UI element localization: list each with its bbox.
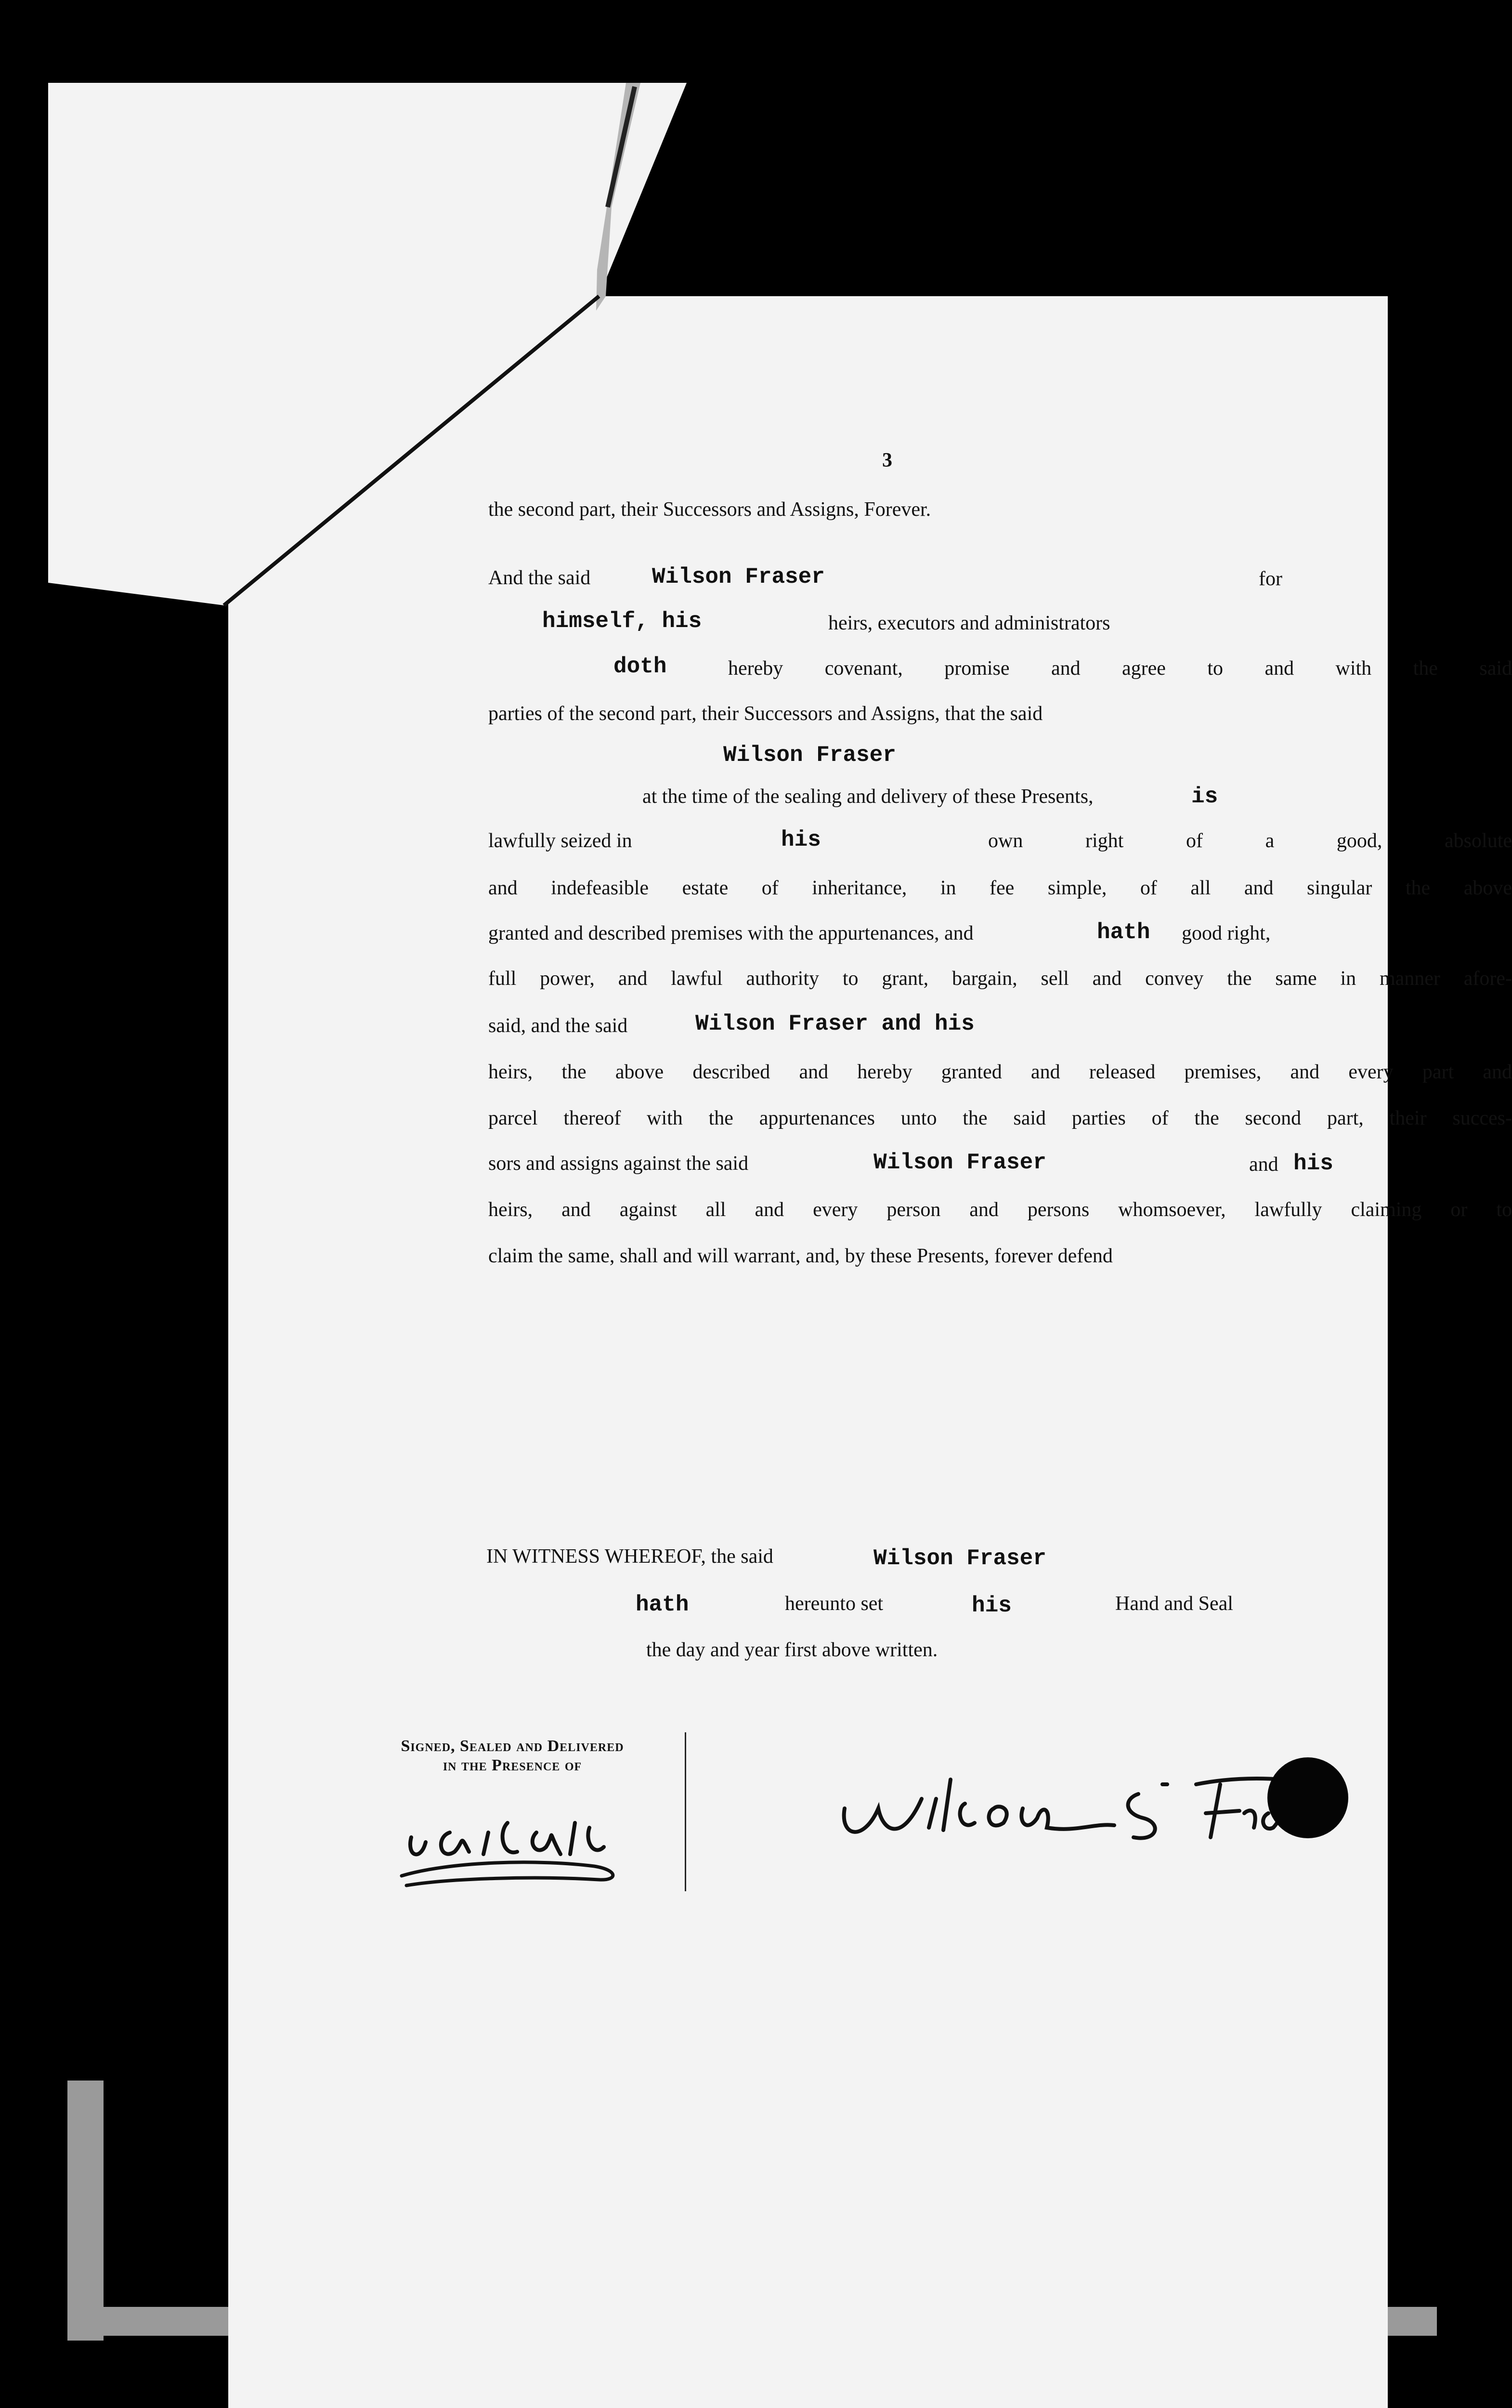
line-2-name: Wilson Fraser [652,564,825,589]
line-6-name: Wilson Fraser [723,743,896,768]
witness-date: the day and year first above written. [646,1639,938,1661]
line-3-name: himself, his [542,609,702,634]
signed-label-line2: in the Presence of [443,1756,582,1774]
signed-label-line1: Signed, Sealed and Delivered [401,1737,624,1755]
line-8-name: his [781,827,821,852]
folded-flap [0,0,722,626]
line-2-lead: And the said [488,567,591,589]
witness-signature [392,1794,662,1900]
line-10-name: hath [1097,920,1150,945]
grantor-signature [825,1751,1345,1861]
line-12-lead: said, and the said [488,1015,628,1037]
line-15-his: his [1293,1151,1333,1176]
witness-lead: IN WITNESS WHEREOF, the said [486,1545,773,1568]
line-15-lead: sors and assigns against the said [488,1152,749,1175]
line-8-lead: lawfully seized in [488,830,632,852]
line-13: heirs, the above described and hereby granted and released premises, and every part and [488,1061,1512,1083]
line-4-name: doth [613,654,667,679]
line-2-tail: for [1259,568,1282,590]
witness-hand-seal: Hand and Seal [1115,1593,1233,1615]
line-11: full power, and lawful authority to grant, bargain, sell and convey the same in manner afore- [488,968,1512,990]
line-5: parties of the second part, their Successors and Assigns, that the said [488,703,1043,725]
witness-name: Wilson Fraser [873,1546,1046,1571]
line-4-tail: hereby covenant, promise and agree to and with the said [728,657,1512,680]
wax-seal [1267,1757,1348,1838]
line-7-lead: at the time of the sealing and delivery of these Presents, [642,785,1094,808]
film-edge-strip-left [67,2081,104,2341]
line-9: and indefeasible estate of inheritance, in fee simple, of all and singular the above [488,877,1512,899]
line-7-name: is [1191,784,1218,809]
line-10-lead: granted and described premises with the appurtenances, and [488,922,974,944]
line-3-tail: heirs, executors and administrators [828,612,1110,634]
line-1: the second part, their Successors and Assigns, Forever. [488,498,931,521]
witness-his: his [972,1593,1012,1618]
line-17: claim the same, shall and will warrant, and, by these Presents, forever defend [488,1245,1113,1267]
witness-hath: hath [636,1592,689,1617]
bracket-divider [681,1732,686,1891]
line-14: parcel thereof with the appurtenances unto the said parties of the second part, their succes- [488,1107,1512,1129]
line-15-and: and [1249,1153,1278,1176]
line-8-tail: own right of a good, absolute [988,830,1512,852]
line-15-name: Wilson Fraser [873,1150,1046,1175]
line-12-name: Wilson Fraser and his [695,1011,975,1036]
witness-set: hereunto set [785,1593,884,1615]
page-number: 3 [882,449,892,471]
line-16: heirs, and against all and every person and persons whomsoever, lawfully claiming or to [488,1199,1512,1221]
line-10-tail: good right, [1182,922,1271,944]
